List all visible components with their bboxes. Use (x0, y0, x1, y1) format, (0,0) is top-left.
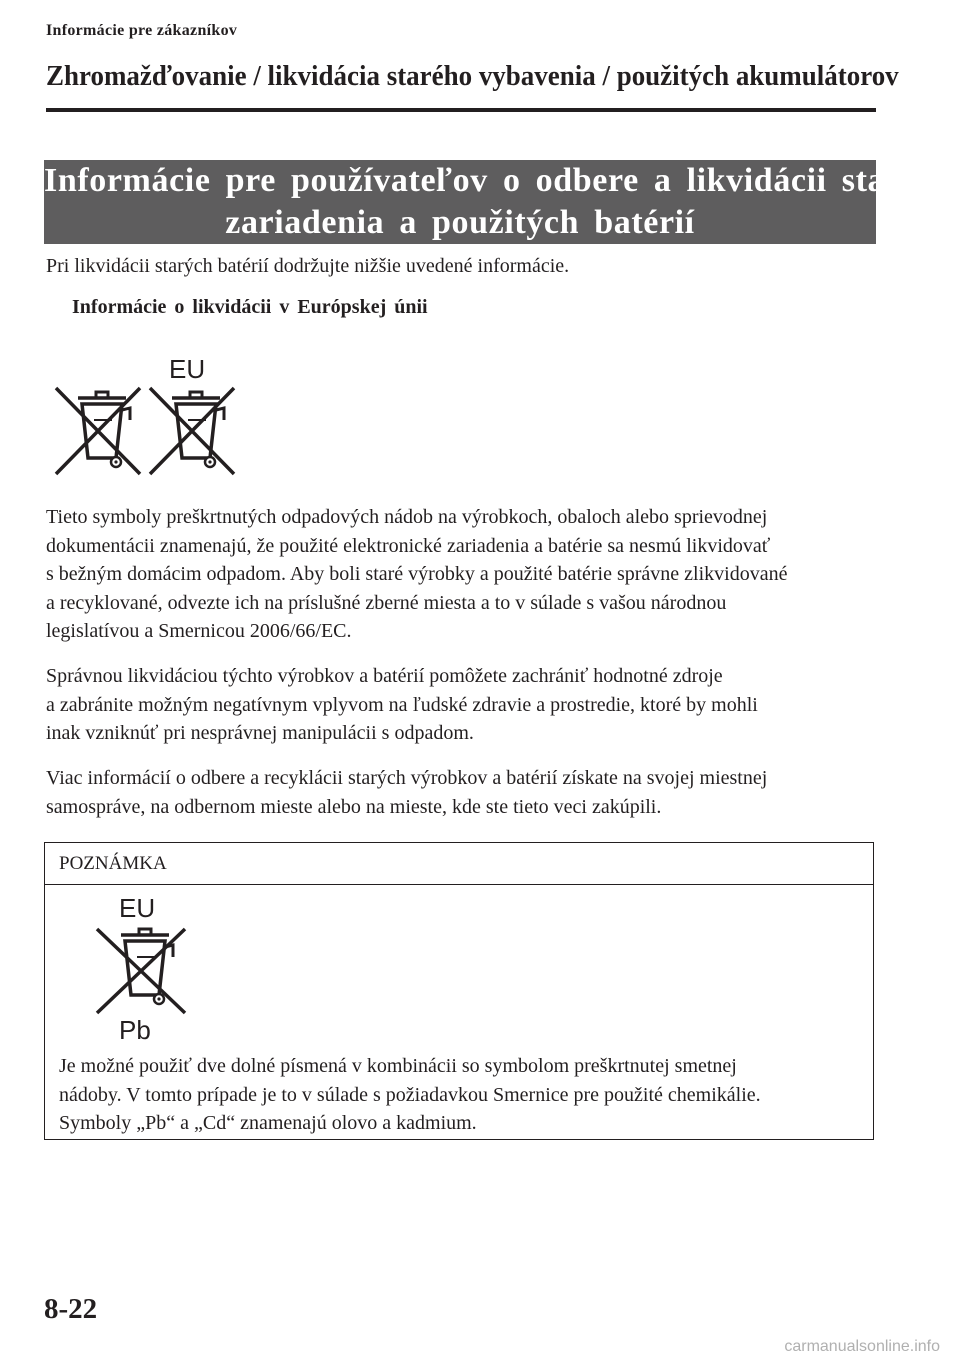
banner-line-1: Informácie pre používateľov o odbere a likvidácii starého (44, 162, 954, 199)
paragraph-line: dokumentácii znamenajú, že použité elektronické zariadenia a batérie sa nesmú likvidovať (46, 534, 771, 557)
paragraph-benefits (46, 662, 876, 748)
page-number: 8-22 (44, 1293, 98, 1325)
note-line: Je možné použiť dve dolné písmená v kombinácii so symbolom preškrtnutej smetnej (59, 1055, 737, 1077)
paragraph-disposal-meaning (46, 503, 876, 646)
section-label: Informácie pre zákazníkov (46, 22, 238, 39)
note-line: Symboly „Pb“ a „Cd“ znamenajú olovo a kadmium. (59, 1112, 477, 1134)
crossed-out-wheelie-bin-icon (56, 388, 140, 474)
note-box (44, 842, 874, 1140)
crossed-out-wheelie-bin-icon (97, 929, 185, 1013)
eu-label: EU (119, 893, 156, 923)
paragraph-line: s bežným domácim odpadom. Aby boli staré výrobky a použité batérie správne zlikvidované (46, 563, 788, 585)
note-line: nádoby. V tomto prípade je to v súlade s požiadavkou Smernice pre použité chemikálie. (59, 1083, 761, 1106)
paragraph-line: Viac informácií o odbere a recyklácii starých výrobkov a batérií získate na svojej miestnej (46, 767, 768, 789)
paragraph-line: samospráve, na odbernom mieste alebo na mieste, kde ste tieto veci zakúpili. (46, 795, 662, 818)
eu-disposal-symbols (46, 352, 256, 482)
pb-label: Pb (119, 1015, 151, 1043)
paragraph-line: Tieto symboly preškrtnutých odpadových nádob na výrobkoch, obaloch alebo sprievodnej (46, 506, 768, 528)
note-heading: POZNÁMKA (45, 843, 873, 885)
crossed-out-wheelie-bin-icon (150, 388, 234, 474)
chapter-title: Zhromažďovanie / likvidácia starého vybavenia / použitých akumulátorov (46, 60, 899, 92)
intro-text: Pri likvidácii starých batérií dodržujte nižšie uvedené informácie. (46, 255, 570, 277)
paragraph-line: inak vzniknúť pri nesprávnej manipulácii s odpadom. (46, 722, 474, 744)
eu-pb-bin-symbol (91, 893, 201, 1043)
section-banner (44, 160, 954, 244)
paragraph-line: a recyklované, odvezte ich na príslušné zberné miesta a to v súlade s vašou národnou (46, 591, 727, 614)
banner-line-2: zariadenia a použitých batérií (225, 204, 695, 241)
paragraph-line: legislatívou a Smernicou 2006/66/EC. (46, 620, 352, 642)
note-text (59, 1052, 761, 1138)
paragraph-line: a zabránite možným negatívnym vplyvom na ľudské zdravie a prostredie, ktoré by mohli (46, 693, 758, 716)
subheading-eu-disposal: Informácie o likvidácii v Európskej únii (72, 296, 428, 318)
paragraph-more-info (46, 764, 876, 821)
paragraph-line: Správnou likvidáciou týchto výrobkov a batérií pomôžete zachrániť hodnotné zdroje (46, 665, 723, 687)
chapter-rule (46, 108, 876, 112)
eu-label: EU (169, 354, 206, 384)
watermark: carmanualsonline.info (784, 1338, 940, 1355)
